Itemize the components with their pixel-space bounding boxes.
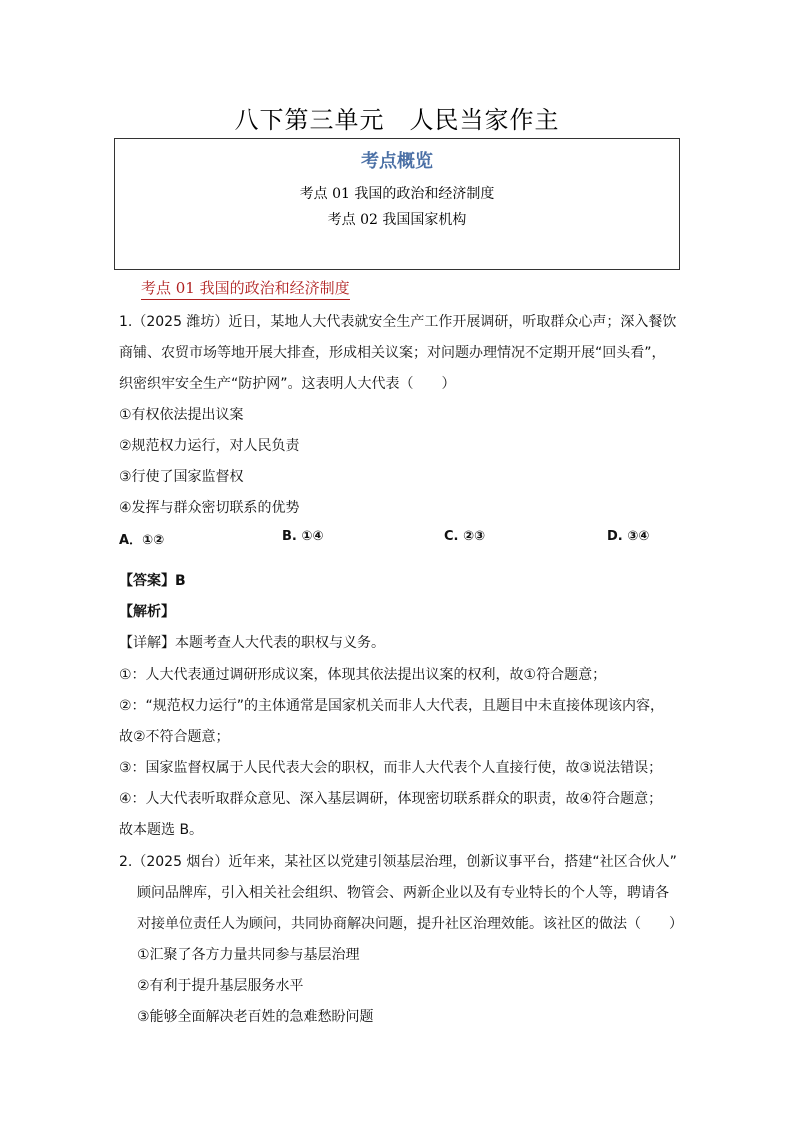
overview-box (114, 138, 680, 270)
option-a: A．①② (119, 533, 165, 548)
overview-heading: 考点概览 (361, 151, 433, 172)
section-heading: 考点 01 我国的政治和经济制度 (141, 277, 350, 300)
detail-line: ①：人大代表通过调研形成议案，体现其依法提出议案的权利，故①符合题意； (119, 667, 607, 683)
analysis-label: 【解析】 (119, 604, 175, 620)
detail-line: ④：人大代表听取群众意见、深入基层调研，体现密切联系群众的职责，故④符合题意； (119, 791, 663, 807)
question-1-line: 商铺、农贸市场等地开展大排查，形成相关议案；对问题办理情况不定期开展“回头看”， (119, 345, 666, 361)
question-2-line: 顾问品牌库，引入相关社会组织、物管会、两新企业以及有专业特长的个人等，聘请各 (137, 885, 669, 901)
statement: ②规范权力运行，对人民负责 (119, 438, 300, 454)
statement: ②有利于提升基层服务水平 (137, 978, 304, 994)
option-d: D. ③④ (607, 529, 650, 544)
statement: ③能够全面解决老百姓的急难愁盼问题 (137, 1009, 374, 1025)
option-c: C. ②③ (444, 529, 486, 544)
detail-line: 故②不符合题意； (119, 729, 230, 745)
question-1-line: 1.（2025 潍坊）近日，某地人大代表就安全生产工作开展调研，听取群众心声；深入餐饮 (119, 314, 677, 330)
detail-line: 【详解】本题考查人大代表的职权与义务。 (119, 635, 385, 651)
detail-line: ②：“规范权力运行”的主体通常是国家机关而非人大代表，且题目中未直接体现该内容， (119, 698, 665, 714)
detail-line: ③：国家监督权属于人民代表大会的职权，而非人大代表个人直接行使，故③说法错误； (119, 760, 663, 776)
question-2-line: 2.（2025 烟台）近年来，某社区以党建引领基层治理，创新议事平台，搭建“社区合伙人” (119, 854, 677, 870)
overview-item: 考点 01 我国的政治和经济制度 (299, 186, 495, 202)
statement: ①汇聚了各方力量共同参与基层治理 (137, 947, 360, 963)
option-b: B. ①④ (282, 529, 324, 544)
statement: ③行使了国家监督权 (119, 469, 244, 485)
statement: ①有权依法提出议案 (119, 407, 244, 423)
detail-line: 故本题选 B。 (119, 822, 204, 838)
page-title: 八下第三单元 人民当家作主 (234, 106, 560, 134)
answer-label: 【答案】B (119, 573, 186, 589)
question-1-line: 织密织牢安全生产“防护网”。这表明人大代表（ ） (119, 376, 456, 392)
statement: ④发挥与群众密切联系的优势 (119, 500, 300, 516)
overview-item: 考点 02 我国国家机构 (327, 212, 467, 228)
question-2-line: 对接单位责任人为顾问，共同协商解决问题，提升社区治理效能。该社区的做法（ ） (137, 916, 683, 932)
